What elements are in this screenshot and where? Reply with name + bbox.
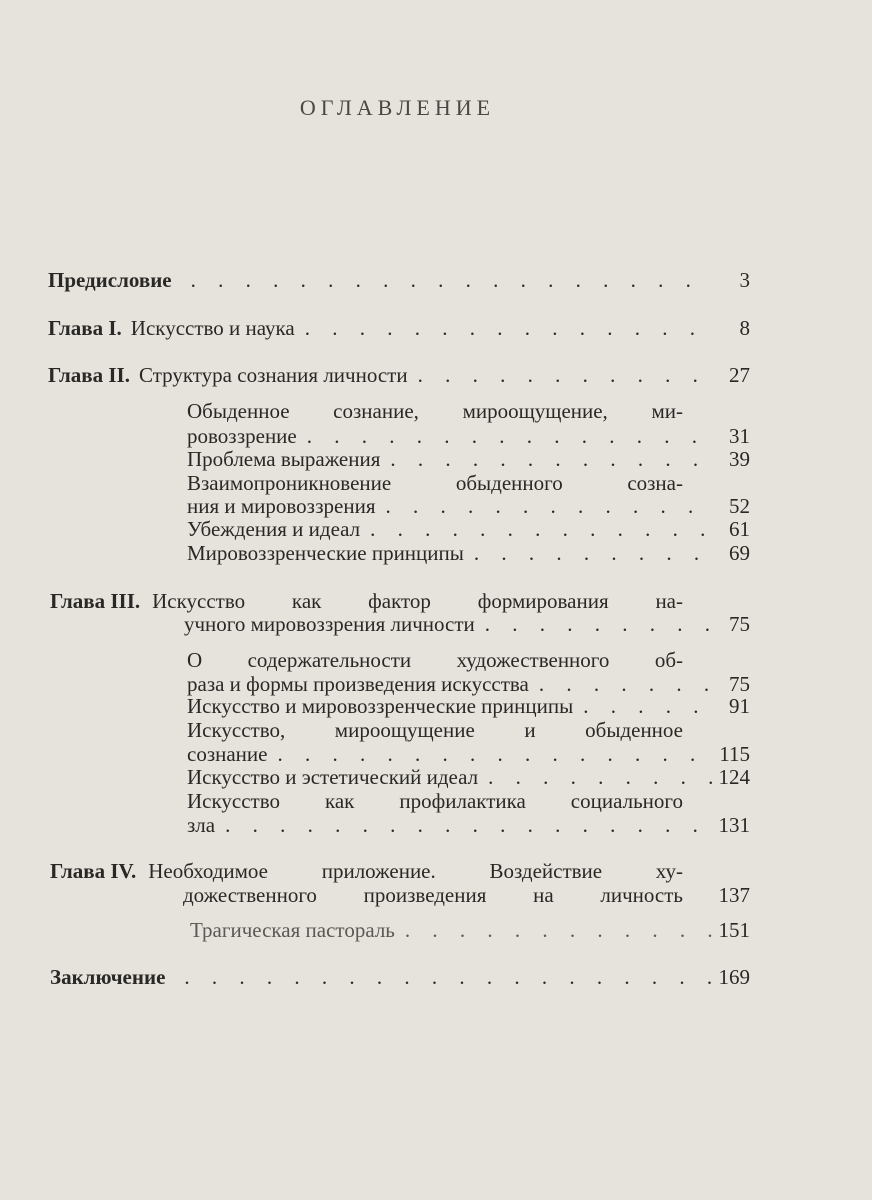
leader-dots (307, 424, 714, 448)
entry-title: Убеждения и идеал (187, 517, 361, 541)
page-number: 52 (729, 494, 750, 518)
entry-label: Заключение (50, 965, 166, 989)
page-number: 27 (729, 363, 750, 387)
subsection-2-1-line1: Обыденное сознание, мироощущение, ми- (187, 399, 683, 423)
entry-title: Искусство и наука (130, 316, 295, 340)
chapter-label: Глава IV. (50, 859, 137, 883)
entry-title: Искусство как фактор формирования на- (152, 589, 683, 613)
entry-title: сознание (187, 742, 268, 766)
leader-dots (488, 765, 712, 789)
toc-entry-subsection-3-1 (187, 672, 750, 696)
page-number: 39 (729, 447, 750, 471)
entry-title: Структура сознания личности (138, 363, 408, 387)
leader-dots (225, 813, 712, 837)
toc-entry-chapter-2 (48, 363, 750, 387)
leader-dots (277, 742, 713, 766)
page-number: 151 (718, 918, 750, 942)
subsection-2-3-line1: Взаимопроникновение обыденного созна- (187, 471, 683, 495)
leader-dots (539, 672, 714, 696)
entry-title: зла (187, 813, 216, 837)
toc-entry-subsection-3-3 (187, 742, 750, 766)
toc-entry-subsection-2-2 (187, 447, 750, 471)
leader-dots (474, 541, 714, 565)
toc-entry-subsection-4-1 (190, 918, 750, 942)
page-number: 169 (718, 965, 750, 989)
leader-dots (385, 494, 714, 518)
leader-dots (305, 316, 714, 340)
toc-entry-subsection-3-4 (187, 765, 750, 789)
page-number: 91 (729, 694, 750, 718)
toc-entry-subsection-2-3 (187, 494, 750, 518)
toc-entry-chapter-3-line1 (50, 589, 683, 613)
entry-label: Предисловие (48, 268, 172, 292)
page-number: 124 (718, 765, 750, 789)
entry-title-continued: дожественного произведения на личность (183, 883, 683, 907)
entry-title-continued: учного мировоззрения личности (184, 612, 475, 636)
page-number: 3 (739, 268, 750, 292)
page-number: 75 (729, 672, 750, 696)
page-title: ОГЛАВЛЕНИЕ (299, 95, 496, 120)
subsection-3-1-line1: О содержательности художественного об- (187, 648, 683, 672)
leader-dots (583, 694, 714, 718)
leader-dots (184, 965, 712, 989)
entry-title: Необходимое приложение. Воздействие ху- (148, 859, 683, 883)
page-number: 8 (739, 316, 750, 340)
chapter-label: Глава I. (48, 316, 122, 340)
chapter-label: Глава II. (48, 363, 130, 387)
subsection-3-3-line1: Искусство, мироощущение и обыденное (187, 718, 683, 742)
leader-dots (418, 363, 714, 387)
leader-dots (485, 612, 714, 636)
entry-title: Трагическая пастораль (190, 918, 395, 942)
page-number: 131 (718, 813, 750, 837)
entry-title: Искусство и эстетический идеал (187, 765, 479, 789)
leader-dots (370, 517, 714, 541)
leader-dots (405, 918, 713, 942)
page-number: 115 (719, 742, 750, 766)
chapter-label: Глава III. (50, 589, 141, 613)
entry-title: ровоззрение (187, 424, 297, 448)
toc-entry-preface (48, 268, 750, 292)
toc-entry-chapter-4 (183, 883, 750, 907)
entry-title: Искусство и мировоззренческие принципы (187, 694, 574, 718)
entry-title: Проблема выражения (187, 447, 381, 471)
toc-entry-subsection-2-1 (187, 424, 750, 448)
page-number: 137 (718, 883, 750, 907)
toc-entry-chapter-4-line1 (50, 859, 683, 883)
subsection-3-5-line1: Искусство как профилактика социального (187, 789, 683, 813)
toc-entry-chapter-3 (184, 612, 750, 636)
entry-title: Мировоззренческие принципы (187, 541, 464, 565)
toc-entry-conclusion (50, 965, 750, 989)
page-number: 31 (729, 424, 750, 448)
toc-entry-subsection-2-5 (187, 541, 750, 565)
toc-entry-chapter-1 (48, 316, 750, 340)
page-number: 69 (729, 541, 750, 565)
leader-dots (390, 447, 714, 471)
entry-title: ния и мировоззрения (187, 494, 376, 518)
entry-title: раза и формы произведения искусства (187, 672, 529, 696)
leader-dots (191, 268, 714, 292)
toc-entry-subsection-3-2 (187, 694, 750, 718)
toc-entry-subsection-2-4 (187, 517, 750, 541)
page-number: 61 (729, 517, 750, 541)
page-number: 75 (729, 612, 750, 636)
toc-entry-subsection-3-5 (187, 813, 750, 837)
